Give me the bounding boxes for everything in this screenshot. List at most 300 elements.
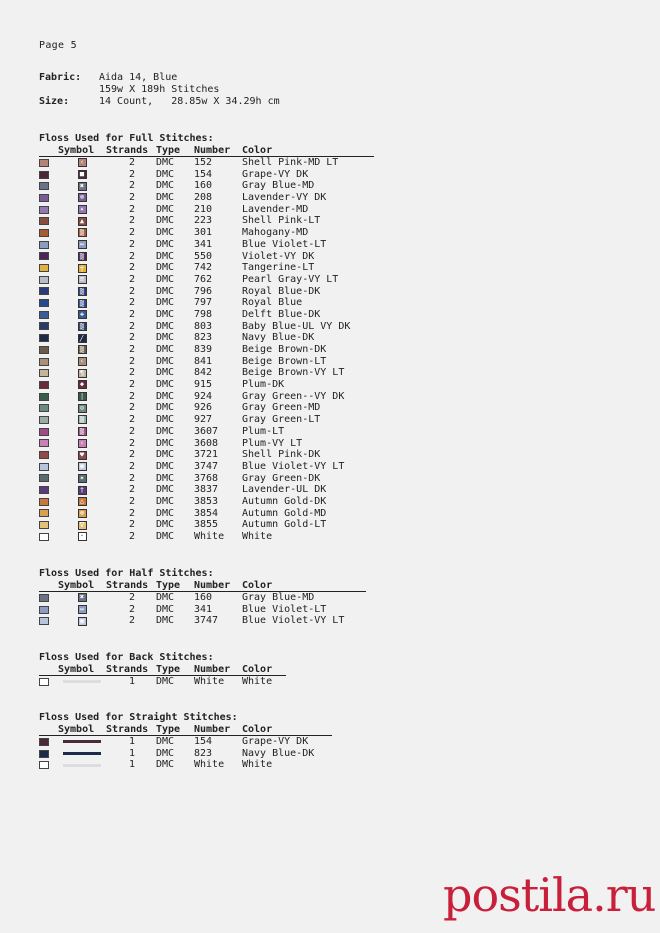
color-swatch (39, 606, 49, 614)
type-cell: DMC (156, 285, 175, 297)
fabric-label: Fabric: (39, 72, 82, 83)
color-swatch (39, 346, 49, 354)
stitch-symbol: ✖ (78, 182, 87, 191)
type-cell: DMC (156, 519, 175, 531)
type-cell: DMC (156, 344, 175, 355)
swatch-cell (39, 334, 58, 342)
stitch-symbol: ╱ (78, 334, 87, 343)
floss-row (39, 736, 332, 748)
number-cell: 798 (194, 308, 213, 320)
swatch-cell (39, 416, 58, 424)
symbol-cell (58, 205, 106, 214)
type-cell: DMC (156, 250, 175, 262)
type-cell: DMC (156, 157, 175, 168)
type-cell: DMC (156, 615, 175, 627)
header-number: Number (194, 664, 231, 675)
stitch-symbol: ┼ (78, 264, 87, 273)
floss-row (39, 379, 374, 391)
number-cell: 842 (194, 367, 213, 379)
swatch-cell (39, 311, 58, 319)
number-cell: 797 (194, 297, 213, 309)
floss-row (39, 748, 332, 760)
swatch-cell (39, 428, 58, 436)
symbol-cell (58, 509, 106, 518)
color-swatch (39, 311, 49, 319)
color-swatch (39, 678, 49, 686)
table-header (39, 145, 374, 157)
symbol-cell (58, 369, 106, 378)
type-cell: DMC (156, 460, 175, 472)
swatch-cell (39, 241, 58, 249)
symbol-cell (58, 264, 106, 273)
swatch-cell (39, 617, 58, 625)
swatch-cell (39, 171, 58, 179)
color-name-cell: Tangerine-LT (242, 262, 315, 274)
stitch-symbol: · (78, 532, 87, 541)
type-cell: DMC (156, 402, 175, 414)
strands-cell: 2 (128, 414, 135, 426)
stitch-symbol: ▒ (78, 415, 87, 424)
color-swatch (39, 439, 49, 447)
type-cell: DMC (156, 273, 175, 285)
fabric-info (39, 72, 280, 108)
strands-cell: 2 (128, 592, 135, 603)
stitch-symbol: ∇ (78, 521, 87, 530)
strands-cell: 2 (128, 519, 135, 531)
back-stitch-section (39, 652, 286, 688)
color-name-cell: Autumn Gold-MD (242, 507, 327, 519)
color-name-cell: Blue Violet-LT (242, 238, 327, 250)
type-cell: DMC (156, 449, 175, 461)
strands-cell: 2 (128, 390, 135, 402)
stitch-symbol: ‹ (78, 357, 87, 366)
floss-row (39, 391, 374, 403)
strands-cell: 2 (128, 367, 135, 379)
color-name-cell: Pearl Gray-VY LT (242, 273, 339, 285)
color-name-cell: Lavender-UL DK (242, 484, 327, 496)
type-cell: DMC (156, 192, 175, 204)
stitch-count: 159w X 189h Stitches (99, 84, 220, 95)
strands-cell: 1 (128, 676, 135, 687)
stitch-symbol: ≡ (78, 275, 87, 284)
floss-row (39, 592, 366, 604)
color-swatch (39, 750, 49, 758)
color-swatch (39, 182, 49, 190)
stitch-line-symbol (63, 740, 101, 743)
symbol-cell (58, 380, 106, 389)
color-name-cell: Navy Blue-DK (242, 332, 315, 344)
number-cell: 823 (194, 332, 213, 344)
number-cell: 823 (194, 747, 213, 759)
swatch-cell (39, 194, 58, 202)
header-type: Type (156, 145, 181, 156)
color-swatch (39, 594, 49, 602)
table-header (39, 580, 366, 592)
number-cell: 3608 (194, 437, 219, 449)
strands-cell: 2 (128, 273, 135, 285)
strands-cell: 2 (128, 250, 135, 262)
symbol-cell (58, 193, 106, 202)
swatch-cell (39, 287, 58, 295)
color-name-cell: Gray Green-LT (242, 414, 321, 426)
number-cell: 762 (194, 273, 213, 285)
color-swatch (39, 276, 49, 284)
color-name-cell: Blue Violet-VY LT (242, 615, 345, 627)
stitch-symbol: ▣ (78, 617, 87, 626)
strands-cell: 2 (128, 472, 135, 484)
number-cell: 915 (194, 379, 213, 391)
symbol-cell (58, 345, 106, 354)
header-number: Number (194, 580, 231, 591)
number-cell: 3747 (194, 460, 219, 472)
symbol-cell (58, 275, 106, 284)
strands-cell: 2 (128, 495, 135, 507)
strands-cell: 2 (128, 484, 135, 496)
type-cell: DMC (156, 379, 175, 391)
type-cell: DMC (156, 759, 175, 771)
color-swatch (39, 252, 49, 260)
strands-cell: 1 (128, 747, 135, 759)
floss-row (39, 356, 374, 368)
color-swatch (39, 761, 49, 769)
floss-row (39, 496, 374, 508)
header-number: Number (194, 145, 231, 156)
type-cell: DMC (156, 262, 175, 274)
size-value: 14 Count, 28.85w X 34.29h cm (99, 96, 280, 107)
type-cell: DMC (156, 747, 175, 759)
stitch-symbol: ▣ (78, 462, 87, 471)
header-color: Color (242, 724, 273, 735)
swatch-cell (39, 521, 58, 529)
symbol-cell (58, 228, 106, 237)
floss-row (39, 169, 374, 181)
swatch-cell (39, 182, 58, 190)
stitch-line-symbol (63, 752, 101, 755)
swatch-cell (39, 486, 58, 494)
header-number: Number (194, 724, 231, 735)
floss-row (39, 604, 366, 616)
floss-row (39, 180, 374, 192)
section-title: Floss Used for Half Stitches: (39, 568, 214, 579)
type-cell: DMC (156, 495, 175, 507)
swatch-cell (39, 393, 58, 401)
floss-row (39, 262, 374, 274)
stitch-line-symbol (63, 680, 101, 683)
stitch-symbol: ▒ (78, 228, 87, 237)
type-cell: DMC (156, 592, 175, 603)
stitch-symbol: ▒ (78, 427, 87, 436)
number-cell: 927 (194, 414, 213, 426)
header-symbol: Symbol (58, 724, 95, 735)
section-title: Floss Used for Back Stitches: (39, 652, 214, 663)
number-cell: 3855 (194, 519, 219, 531)
swatch-cell (39, 299, 58, 307)
floss-row (39, 309, 374, 321)
floss-row (39, 192, 374, 204)
color-name-cell: Autumn Gold-LT (242, 519, 327, 531)
color-name-cell: Plum-DK (242, 379, 285, 391)
color-name-cell: White (242, 531, 273, 542)
color-swatch (39, 159, 49, 167)
stitch-symbol: ✚ (78, 310, 87, 319)
stitch-symbol: ⊗ (78, 193, 87, 202)
stitch-symbol: † (78, 486, 87, 495)
number-cell: 3768 (194, 472, 219, 484)
stitch-symbol: ↔ (78, 605, 87, 614)
color-swatch (39, 241, 49, 249)
header-strands: Strands (106, 580, 149, 591)
stitch-symbol: △ (78, 497, 87, 506)
stitch-symbol: ◆ (78, 380, 87, 389)
symbol-cell (58, 605, 106, 614)
floss-row (39, 676, 286, 688)
color-swatch (39, 229, 49, 237)
floss-row (39, 367, 374, 379)
number-cell: 796 (194, 285, 213, 297)
strands-cell: 2 (128, 192, 135, 204)
strands-cell: 2 (128, 157, 135, 168)
type-cell: DMC (156, 472, 175, 484)
symbol-cell (58, 252, 106, 261)
color-name-cell: Royal Blue-DK (242, 285, 321, 297)
color-swatch (39, 474, 49, 482)
symbol-cell (58, 593, 106, 602)
color-name-cell: Gray Green--VY DK (242, 390, 345, 402)
floss-row (39, 321, 374, 333)
size-label: Size: (39, 96, 70, 107)
color-name-cell: White (242, 759, 273, 771)
swatch-cell (39, 322, 58, 330)
number-cell: 926 (194, 402, 213, 414)
color-swatch (39, 217, 49, 225)
symbol-cell (58, 170, 106, 179)
strands-cell: 2 (128, 507, 135, 519)
floss-row (39, 449, 374, 461)
swatch-cell (39, 229, 58, 237)
floss-row (39, 239, 374, 251)
symbol-cell (58, 462, 106, 471)
stitch-symbol: ‹ (78, 439, 87, 448)
color-name-cell: Gray Green-DK (242, 472, 321, 484)
type-cell: DMC (156, 308, 175, 320)
header-type: Type (156, 724, 181, 735)
floss-row (39, 615, 366, 627)
number-cell: 3853 (194, 495, 219, 507)
strands-cell: 2 (128, 297, 135, 309)
type-cell: DMC (156, 425, 175, 437)
floss-row (39, 344, 374, 356)
swatch-cell (39, 276, 58, 284)
number-cell: White (194, 759, 225, 771)
color-name-cell: Beige Brown-VY LT (242, 367, 345, 379)
swatch-cell (39, 159, 58, 167)
fabric-value: Aida 14, Blue (99, 72, 178, 83)
type-cell: DMC (156, 507, 175, 519)
color-name-cell: Baby Blue-UL VY DK (242, 320, 351, 332)
type-cell: DMC (156, 367, 175, 379)
type-cell: DMC (156, 227, 175, 239)
number-cell: 210 (194, 203, 213, 215)
strands-cell: 2 (128, 285, 135, 297)
symbol-cell (58, 299, 106, 308)
swatch-cell (39, 439, 58, 447)
swatch-cell (39, 264, 58, 272)
stitch-symbol: ✶ (78, 474, 87, 483)
color-swatch (39, 206, 49, 214)
color-swatch (39, 486, 49, 494)
symbol-cell (58, 752, 106, 755)
symbol-cell (58, 392, 106, 401)
floss-row (39, 204, 374, 216)
color-name-cell: Delft Blue-DK (242, 308, 321, 320)
color-name-cell: Mahogany-MD (242, 227, 309, 239)
swatch-cell (39, 474, 58, 482)
strands-cell: 2 (128, 203, 135, 215)
stitch-symbol: ↔ (78, 240, 87, 249)
table-header (39, 664, 286, 676)
color-swatch (39, 463, 49, 471)
stitch-symbol: ▒ (78, 322, 87, 331)
symbol-cell (58, 334, 106, 343)
table-header (39, 724, 332, 736)
type-cell: DMC (156, 414, 175, 426)
number-cell: 152 (194, 157, 213, 168)
number-cell: White (194, 676, 225, 687)
header-strands: Strands (106, 145, 149, 156)
strands-cell: 2 (128, 402, 135, 414)
swatch-cell (39, 498, 58, 506)
color-name-cell: Shell Pink-DK (242, 449, 321, 461)
type-cell: DMC (156, 215, 175, 227)
symbol-cell (58, 451, 106, 460)
swatch-cell (39, 761, 58, 769)
stitch-symbol: ✦ (78, 205, 87, 214)
number-cell: 301 (194, 227, 213, 239)
number-cell: 550 (194, 250, 213, 262)
floss-row (39, 297, 374, 309)
type-cell: DMC (156, 355, 175, 367)
strands-cell: 2 (128, 437, 135, 449)
symbol-cell (58, 182, 106, 191)
strands-cell: 2 (128, 168, 135, 180)
floss-row (39, 519, 374, 531)
color-swatch (39, 287, 49, 295)
symbol-cell (58, 617, 106, 626)
strands-cell: 2 (128, 460, 135, 472)
floss-row (39, 473, 374, 485)
type-cell: DMC (156, 180, 175, 192)
color-swatch (39, 404, 49, 412)
number-cell: 341 (194, 238, 213, 250)
type-cell: DMC (156, 332, 175, 344)
type-cell: DMC (156, 203, 175, 215)
swatch-cell (39, 381, 58, 389)
type-cell: DMC (156, 484, 175, 496)
color-swatch (39, 264, 49, 272)
stitch-symbol: ■ (78, 170, 87, 179)
symbol-cell (58, 217, 106, 226)
type-cell: DMC (156, 736, 175, 747)
floss-row (39, 251, 374, 263)
type-cell: DMC (156, 168, 175, 180)
type-cell: DMC (156, 531, 175, 542)
number-cell: 3721 (194, 449, 219, 461)
color-name-cell: Royal Blue (242, 297, 303, 309)
number-cell: 154 (194, 736, 213, 747)
color-name-cell: Plum-LT (242, 425, 285, 437)
color-swatch (39, 299, 49, 307)
symbol-cell (58, 764, 106, 767)
stitch-symbol: ▒ (78, 252, 87, 261)
swatch-cell (39, 509, 58, 517)
header-color: Color (242, 580, 273, 591)
number-cell: 742 (194, 262, 213, 274)
stitch-symbol: ‹ (78, 158, 87, 167)
stitch-symbol: ⊗ (78, 509, 87, 518)
type-cell: DMC (156, 437, 175, 449)
strands-cell: 2 (128, 180, 135, 192)
symbol-cell (58, 322, 106, 331)
color-swatch (39, 617, 49, 625)
swatch-cell (39, 533, 58, 541)
number-cell: 341 (194, 603, 213, 615)
stitch-symbol: ▒ (78, 299, 87, 308)
swatch-cell (39, 594, 58, 602)
symbol-cell (58, 310, 106, 319)
color-name-cell: Lavender-MD (242, 203, 309, 215)
symbol-cell (58, 474, 106, 483)
stitch-symbol: ▒ (78, 345, 87, 354)
type-cell: DMC (156, 603, 175, 615)
strands-cell: 2 (128, 355, 135, 367)
header-type: Type (156, 664, 181, 675)
symbol-cell (58, 740, 106, 743)
stitch-symbol: ▒ (78, 287, 87, 296)
floss-row (39, 274, 374, 286)
color-name-cell: Grape-VY DK (242, 736, 309, 747)
swatch-cell (39, 750, 58, 758)
color-name-cell: Gray Blue-MD (242, 592, 315, 603)
swatch-cell (39, 369, 58, 377)
color-name-cell: Violet-VY DK (242, 250, 315, 262)
strands-cell: 2 (128, 262, 135, 274)
stitch-symbol: ✖ (78, 593, 87, 602)
strands-cell: 2 (128, 238, 135, 250)
number-cell: 223 (194, 215, 213, 227)
number-cell: White (194, 531, 225, 542)
number-cell: 160 (194, 592, 213, 603)
color-swatch (39, 451, 49, 459)
color-swatch (39, 738, 49, 746)
color-swatch (39, 322, 49, 330)
section-title: Floss Used for Full Stitches: (39, 133, 214, 144)
color-name-cell: Blue Violet-LT (242, 603, 327, 615)
symbol-cell (58, 497, 106, 506)
symbol-cell (58, 357, 106, 366)
watermark-logo: postila.ru (443, 868, 656, 922)
number-cell: 3607 (194, 425, 219, 437)
color-swatch (39, 498, 49, 506)
floss-row (39, 414, 374, 426)
color-name-cell: Gray Blue-MD (242, 180, 315, 192)
floss-row (39, 426, 374, 438)
strands-cell: 1 (128, 736, 135, 747)
header-symbol: Symbol (58, 145, 95, 156)
color-swatch (39, 416, 49, 424)
stitch-symbol: ▲ (78, 217, 87, 226)
strands-cell: 2 (128, 615, 135, 627)
floss-row (39, 332, 374, 344)
